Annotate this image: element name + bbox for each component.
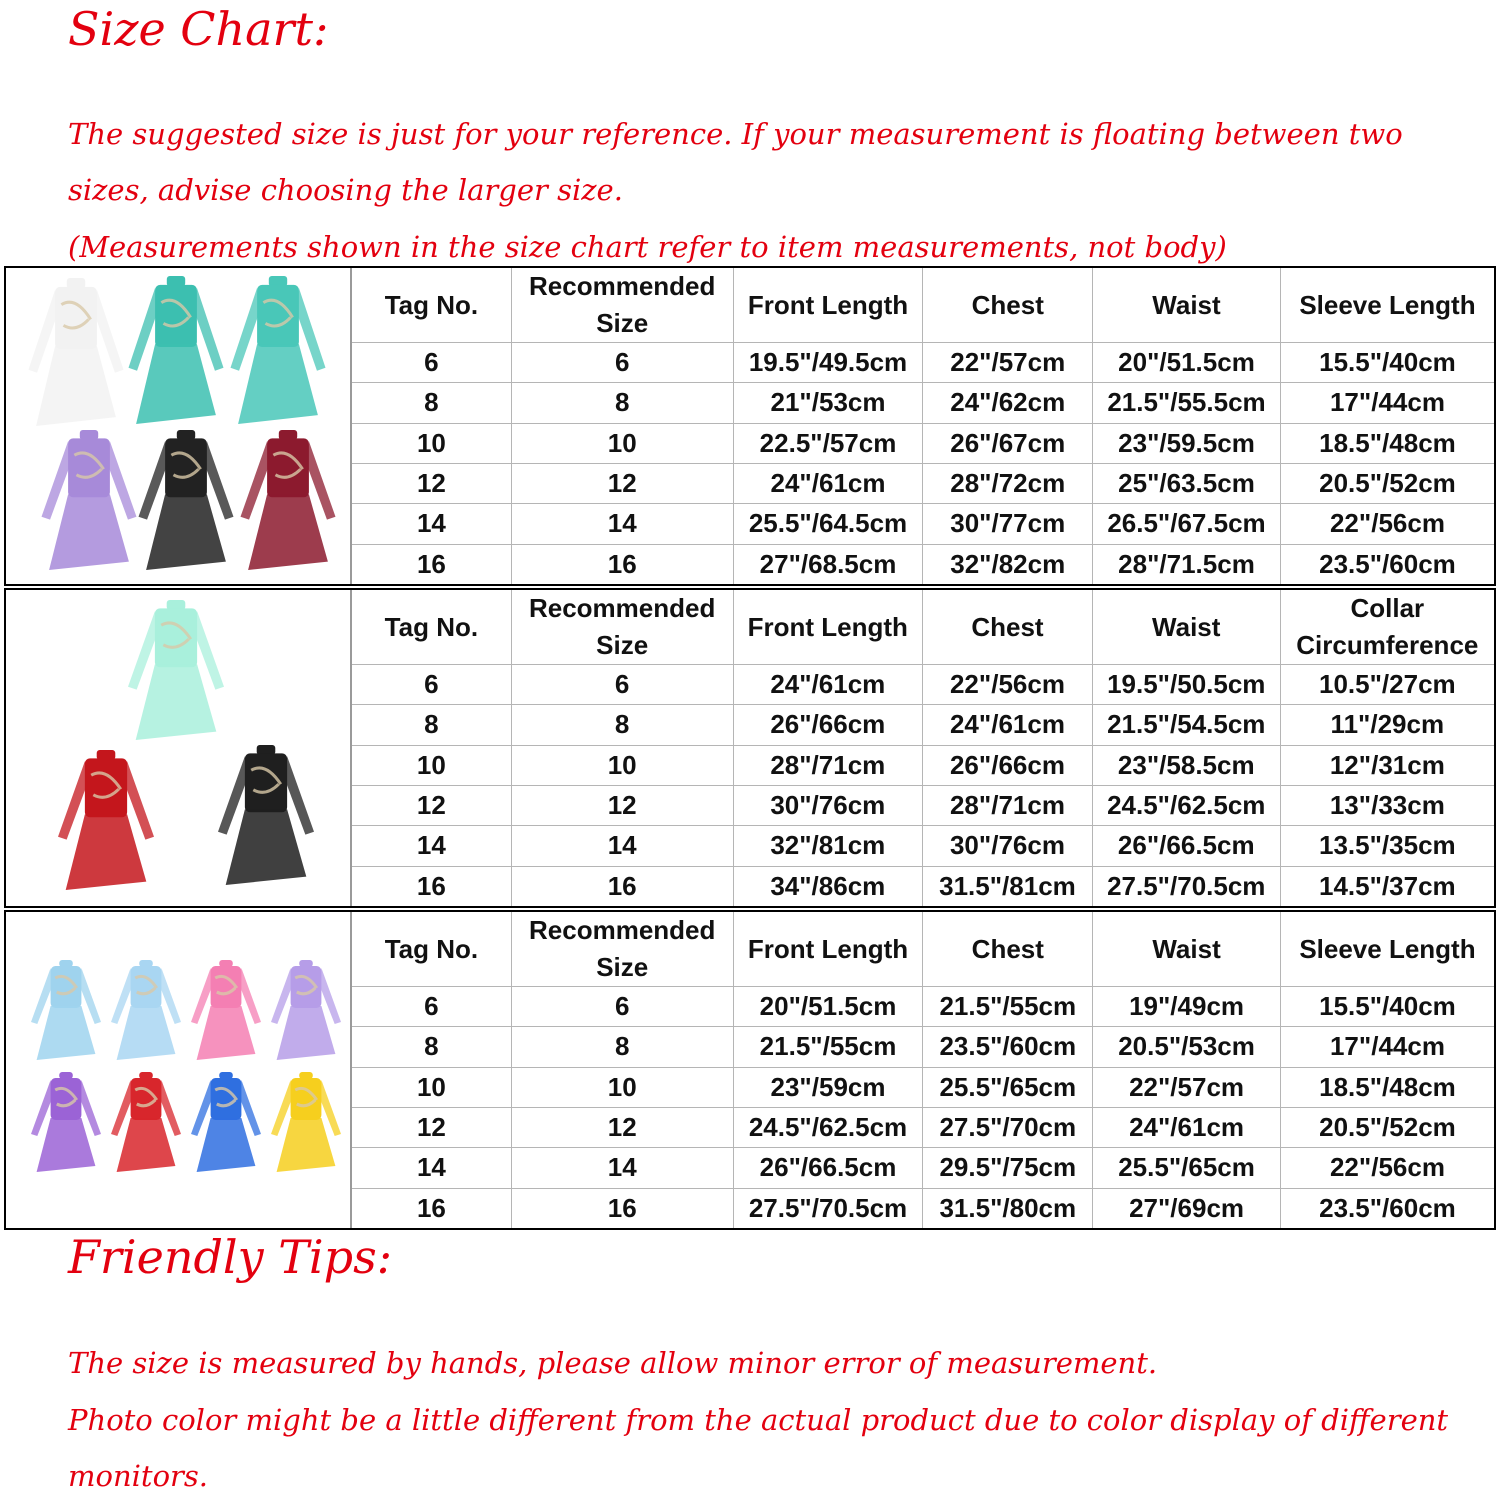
table-cell: 21.5"/55.5cm bbox=[1093, 383, 1281, 423]
dress-thumbnail bbox=[111, 960, 181, 1060]
table-cell: 10 bbox=[352, 423, 511, 463]
dress-thumbnail bbox=[31, 1072, 101, 1172]
table-cell: 12 bbox=[352, 785, 511, 825]
table-cell: 10 bbox=[352, 1067, 511, 1107]
dress-thumbnail bbox=[31, 960, 101, 1060]
dress-thumbnails-1 bbox=[6, 268, 350, 584]
column-header: Chest bbox=[923, 590, 1093, 665]
table-cell: 10 bbox=[511, 423, 733, 463]
table-cell: 8 bbox=[511, 383, 733, 423]
tips-title: Friendly Tips: bbox=[68, 1230, 393, 1284]
table-cell: 26"/66cm bbox=[733, 705, 923, 745]
table-cell: 18.5"/48cm bbox=[1280, 1067, 1494, 1107]
dress-thumbnail bbox=[58, 750, 154, 890]
column-header: Collar Circumference bbox=[1280, 590, 1494, 665]
table-cell: 8 bbox=[352, 705, 511, 745]
table-cell: 10 bbox=[352, 745, 511, 785]
table-cell: 19.5"/49.5cm bbox=[733, 343, 923, 383]
table-cell: 14 bbox=[511, 1148, 733, 1188]
table-cell: 12 bbox=[511, 1107, 733, 1147]
product-photo-3 bbox=[6, 912, 352, 1228]
table-cell: 27.5"/70cm bbox=[923, 1107, 1093, 1147]
table-cell: 18.5"/48cm bbox=[1280, 423, 1494, 463]
table-cell: 28"/72cm bbox=[923, 463, 1093, 503]
column-header: Front Length bbox=[733, 590, 923, 665]
product-photo-1 bbox=[6, 268, 352, 584]
table-cell: 29.5"/75cm bbox=[923, 1148, 1093, 1188]
table-row bbox=[352, 1027, 1494, 1067]
column-header: Recommended Size bbox=[511, 590, 733, 665]
table-cell: 23.5"/60cm bbox=[923, 1027, 1093, 1067]
table-cell: 25.5"/65cm bbox=[1093, 1148, 1281, 1188]
table-cell: 19"/49cm bbox=[1093, 987, 1281, 1027]
table-cell: 11"/29cm bbox=[1280, 705, 1494, 745]
table-row bbox=[352, 1067, 1494, 1107]
table-cell: 20"/51.5cm bbox=[1093, 343, 1281, 383]
table-row bbox=[352, 463, 1494, 503]
table-cell: 12 bbox=[511, 463, 733, 503]
column-header: Tag No. bbox=[352, 912, 511, 987]
table-cell: 23"/59.5cm bbox=[1093, 423, 1281, 463]
table-cell: 14.5"/37cm bbox=[1280, 866, 1494, 906]
table-cell: 30"/77cm bbox=[923, 504, 1093, 544]
table-cell: 21"/53cm bbox=[733, 383, 923, 423]
dress-thumbnail bbox=[231, 276, 326, 424]
table-cell: 23.5"/60cm bbox=[1280, 544, 1494, 584]
column-header: Front Length bbox=[733, 912, 923, 987]
table-cell: 14 bbox=[511, 826, 733, 866]
table-cell: 30"/76cm bbox=[923, 826, 1093, 866]
dress-thumbnail bbox=[241, 430, 336, 570]
table-row bbox=[352, 423, 1494, 463]
size-table-2 bbox=[352, 590, 1494, 906]
table-cell: 20.5"/52cm bbox=[1280, 1107, 1494, 1147]
table-cell: 10 bbox=[511, 745, 733, 785]
table-cell: 8 bbox=[511, 1027, 733, 1067]
table-cell: 28"/71.5cm bbox=[1093, 544, 1281, 584]
table-cell: 6 bbox=[352, 665, 511, 705]
dress-thumbnail bbox=[271, 960, 341, 1060]
column-header: Sleeve Length bbox=[1280, 912, 1494, 987]
table-cell: 27"/68.5cm bbox=[733, 544, 923, 584]
table-cell: 8 bbox=[352, 1027, 511, 1067]
table-cell: 16 bbox=[352, 1188, 511, 1228]
table-cell: 17"/44cm bbox=[1280, 1027, 1494, 1067]
column-header: Sleeve Length bbox=[1280, 268, 1494, 343]
table-cell: 25.5"/65cm bbox=[923, 1067, 1093, 1107]
table-cell: 22"/57cm bbox=[923, 343, 1093, 383]
table-cell: 32"/82cm bbox=[923, 544, 1093, 584]
table-cell: 34"/86cm bbox=[733, 866, 923, 906]
column-header: Recommended Size bbox=[511, 268, 733, 343]
table-cell: 17"/44cm bbox=[1280, 383, 1494, 423]
table-cell: 28"/71cm bbox=[733, 745, 923, 785]
tip-line-1: The size is measured by hands, please allow minor error of measurement. bbox=[68, 1346, 1158, 1380]
table-cell: 24"/61cm bbox=[923, 705, 1093, 745]
table-row bbox=[352, 1188, 1494, 1228]
table-cell: 26"/66cm bbox=[923, 745, 1093, 785]
header-row bbox=[352, 268, 1494, 343]
table-cell: 13.5"/35cm bbox=[1280, 826, 1494, 866]
table-cell: 20.5"/53cm bbox=[1093, 1027, 1281, 1067]
table-cell: 16 bbox=[352, 544, 511, 584]
table-cell: 12 bbox=[352, 1107, 511, 1147]
table-cell: 24"/61cm bbox=[1093, 1107, 1281, 1147]
table-row bbox=[352, 544, 1494, 584]
table-row bbox=[352, 987, 1494, 1027]
table-cell: 14 bbox=[352, 504, 511, 544]
table-row bbox=[352, 1148, 1494, 1188]
table-cell: 6 bbox=[511, 343, 733, 383]
table-cell: 20"/51.5cm bbox=[733, 987, 923, 1027]
table-cell: 28"/71cm bbox=[923, 785, 1093, 825]
table-cell: 32"/81cm bbox=[733, 826, 923, 866]
dress-thumbnail bbox=[111, 1072, 181, 1172]
dress-thumbnail bbox=[191, 1072, 261, 1172]
column-header: Front Length bbox=[733, 268, 923, 343]
table-cell: 19.5"/50.5cm bbox=[1092, 665, 1280, 705]
table-row bbox=[352, 383, 1494, 423]
table-cell: 31.5"/81cm bbox=[923, 866, 1093, 906]
table-cell: 26.5"/67.5cm bbox=[1093, 504, 1281, 544]
table-cell: 22"/56cm bbox=[1280, 1148, 1494, 1188]
table-cell: 12"/31cm bbox=[1280, 745, 1494, 785]
table-row bbox=[352, 745, 1494, 785]
size-advice-text: The suggested size is just for your reference. If your measurement is floating between two sizes, advise choosing the larger size. bbox=[68, 117, 1403, 207]
size-table-section-2 bbox=[4, 588, 1496, 908]
table-cell: 22"/57cm bbox=[1093, 1067, 1281, 1107]
size-table-section-3 bbox=[4, 910, 1496, 1230]
table-row bbox=[352, 504, 1494, 544]
column-header: Recommended Size bbox=[511, 912, 733, 987]
dress-thumbnail bbox=[139, 430, 234, 570]
table-cell: 14 bbox=[511, 504, 733, 544]
table-row bbox=[352, 826, 1494, 866]
table-cell: 22"/56cm bbox=[923, 665, 1093, 705]
column-header: Waist bbox=[1093, 912, 1281, 987]
dress-thumbnail bbox=[42, 430, 137, 570]
table-cell: 23"/59cm bbox=[733, 1067, 923, 1107]
table-cell: 30"/76cm bbox=[733, 785, 923, 825]
table-cell: 24"/62cm bbox=[923, 383, 1093, 423]
table-row bbox=[352, 785, 1494, 825]
table-cell: 24.5"/62.5cm bbox=[1092, 785, 1280, 825]
header-row bbox=[352, 590, 1494, 665]
table-cell: 10 bbox=[511, 1067, 733, 1107]
table-cell: 15.5"/40cm bbox=[1280, 343, 1494, 383]
dress-thumbnail bbox=[191, 960, 261, 1060]
table-cell: 21.5"/55cm bbox=[923, 987, 1093, 1027]
table-cell: 23.5"/60cm bbox=[1280, 1188, 1494, 1228]
table-cell: 13"/33cm bbox=[1280, 785, 1494, 825]
table-cell: 6 bbox=[511, 665, 733, 705]
size-table-1 bbox=[352, 268, 1494, 584]
table-cell: 12 bbox=[352, 463, 511, 503]
product-photo-2 bbox=[6, 590, 352, 906]
header-row bbox=[352, 912, 1494, 987]
column-header: Chest bbox=[923, 268, 1093, 343]
table-cell: 16 bbox=[511, 544, 733, 584]
table-cell: 23"/58.5cm bbox=[1092, 745, 1280, 785]
dress-thumbnail bbox=[271, 1072, 341, 1172]
size-table-3 bbox=[352, 912, 1494, 1228]
dress-thumbnails-3 bbox=[6, 912, 350, 1228]
table-cell: 16 bbox=[511, 866, 733, 906]
table-row bbox=[352, 866, 1494, 906]
column-header: Tag No. bbox=[352, 268, 511, 343]
table-cell: 24"/61cm bbox=[733, 665, 923, 705]
dress-thumbnail bbox=[29, 278, 124, 426]
column-header: Chest bbox=[923, 912, 1093, 987]
measurement-note: (Measurements shown in the size chart refer to item measurements, not body) bbox=[68, 230, 1227, 264]
table-cell: 16 bbox=[511, 1188, 733, 1228]
dress-thumbnail bbox=[129, 276, 224, 424]
table-cell: 16 bbox=[352, 866, 511, 906]
table-cell: 15.5"/40cm bbox=[1280, 987, 1494, 1027]
table-cell: 14 bbox=[352, 826, 511, 866]
column-header: Tag No. bbox=[352, 590, 511, 665]
table-cell: 26"/67cm bbox=[923, 423, 1093, 463]
table-cell: 21.5"/54.5cm bbox=[1092, 705, 1280, 745]
table-row bbox=[352, 343, 1494, 383]
table-cell: 25"/63.5cm bbox=[1093, 463, 1281, 503]
table-cell: 6 bbox=[511, 987, 733, 1027]
dress-thumbnails-2 bbox=[6, 590, 350, 906]
table-cell: 12 bbox=[511, 785, 733, 825]
table-cell: 24.5"/62.5cm bbox=[733, 1107, 923, 1147]
table-row bbox=[352, 705, 1494, 745]
table-cell: 26"/66.5cm bbox=[733, 1148, 923, 1188]
table-cell: 8 bbox=[511, 705, 733, 745]
table-cell: 8 bbox=[352, 383, 511, 423]
table-cell: 20.5"/52cm bbox=[1280, 463, 1494, 503]
table-cell: 27.5"/70.5cm bbox=[1092, 866, 1280, 906]
column-header: Waist bbox=[1093, 268, 1281, 343]
table-cell: 26"/66.5cm bbox=[1092, 826, 1280, 866]
table-cell: 14 bbox=[352, 1148, 511, 1188]
table-cell: 25.5"/64.5cm bbox=[733, 504, 923, 544]
dress-thumbnail bbox=[128, 600, 224, 740]
table-cell: 31.5"/80cm bbox=[923, 1188, 1093, 1228]
table-row bbox=[352, 665, 1494, 705]
table-cell: 27"/69cm bbox=[1093, 1188, 1281, 1228]
table-cell: 21.5"/55cm bbox=[733, 1027, 923, 1067]
table-cell: 6 bbox=[352, 987, 511, 1027]
tip-line-2: Photo color might be a little different from the actual product due to color display of different monitors. bbox=[68, 1403, 1449, 1493]
table-cell: 6 bbox=[352, 343, 511, 383]
table-cell: 27.5"/70.5cm bbox=[733, 1188, 923, 1228]
table-cell: 10.5"/27cm bbox=[1280, 665, 1494, 705]
column-header: Waist bbox=[1092, 590, 1280, 665]
dress-thumbnail bbox=[218, 745, 314, 885]
table-cell: 24"/61cm bbox=[733, 463, 923, 503]
table-cell: 22"/56cm bbox=[1280, 504, 1494, 544]
page-title: Size Chart: bbox=[68, 2, 329, 56]
table-row bbox=[352, 1107, 1494, 1147]
table-cell: 22.5"/57cm bbox=[733, 423, 923, 463]
size-table-section-1 bbox=[4, 266, 1496, 586]
